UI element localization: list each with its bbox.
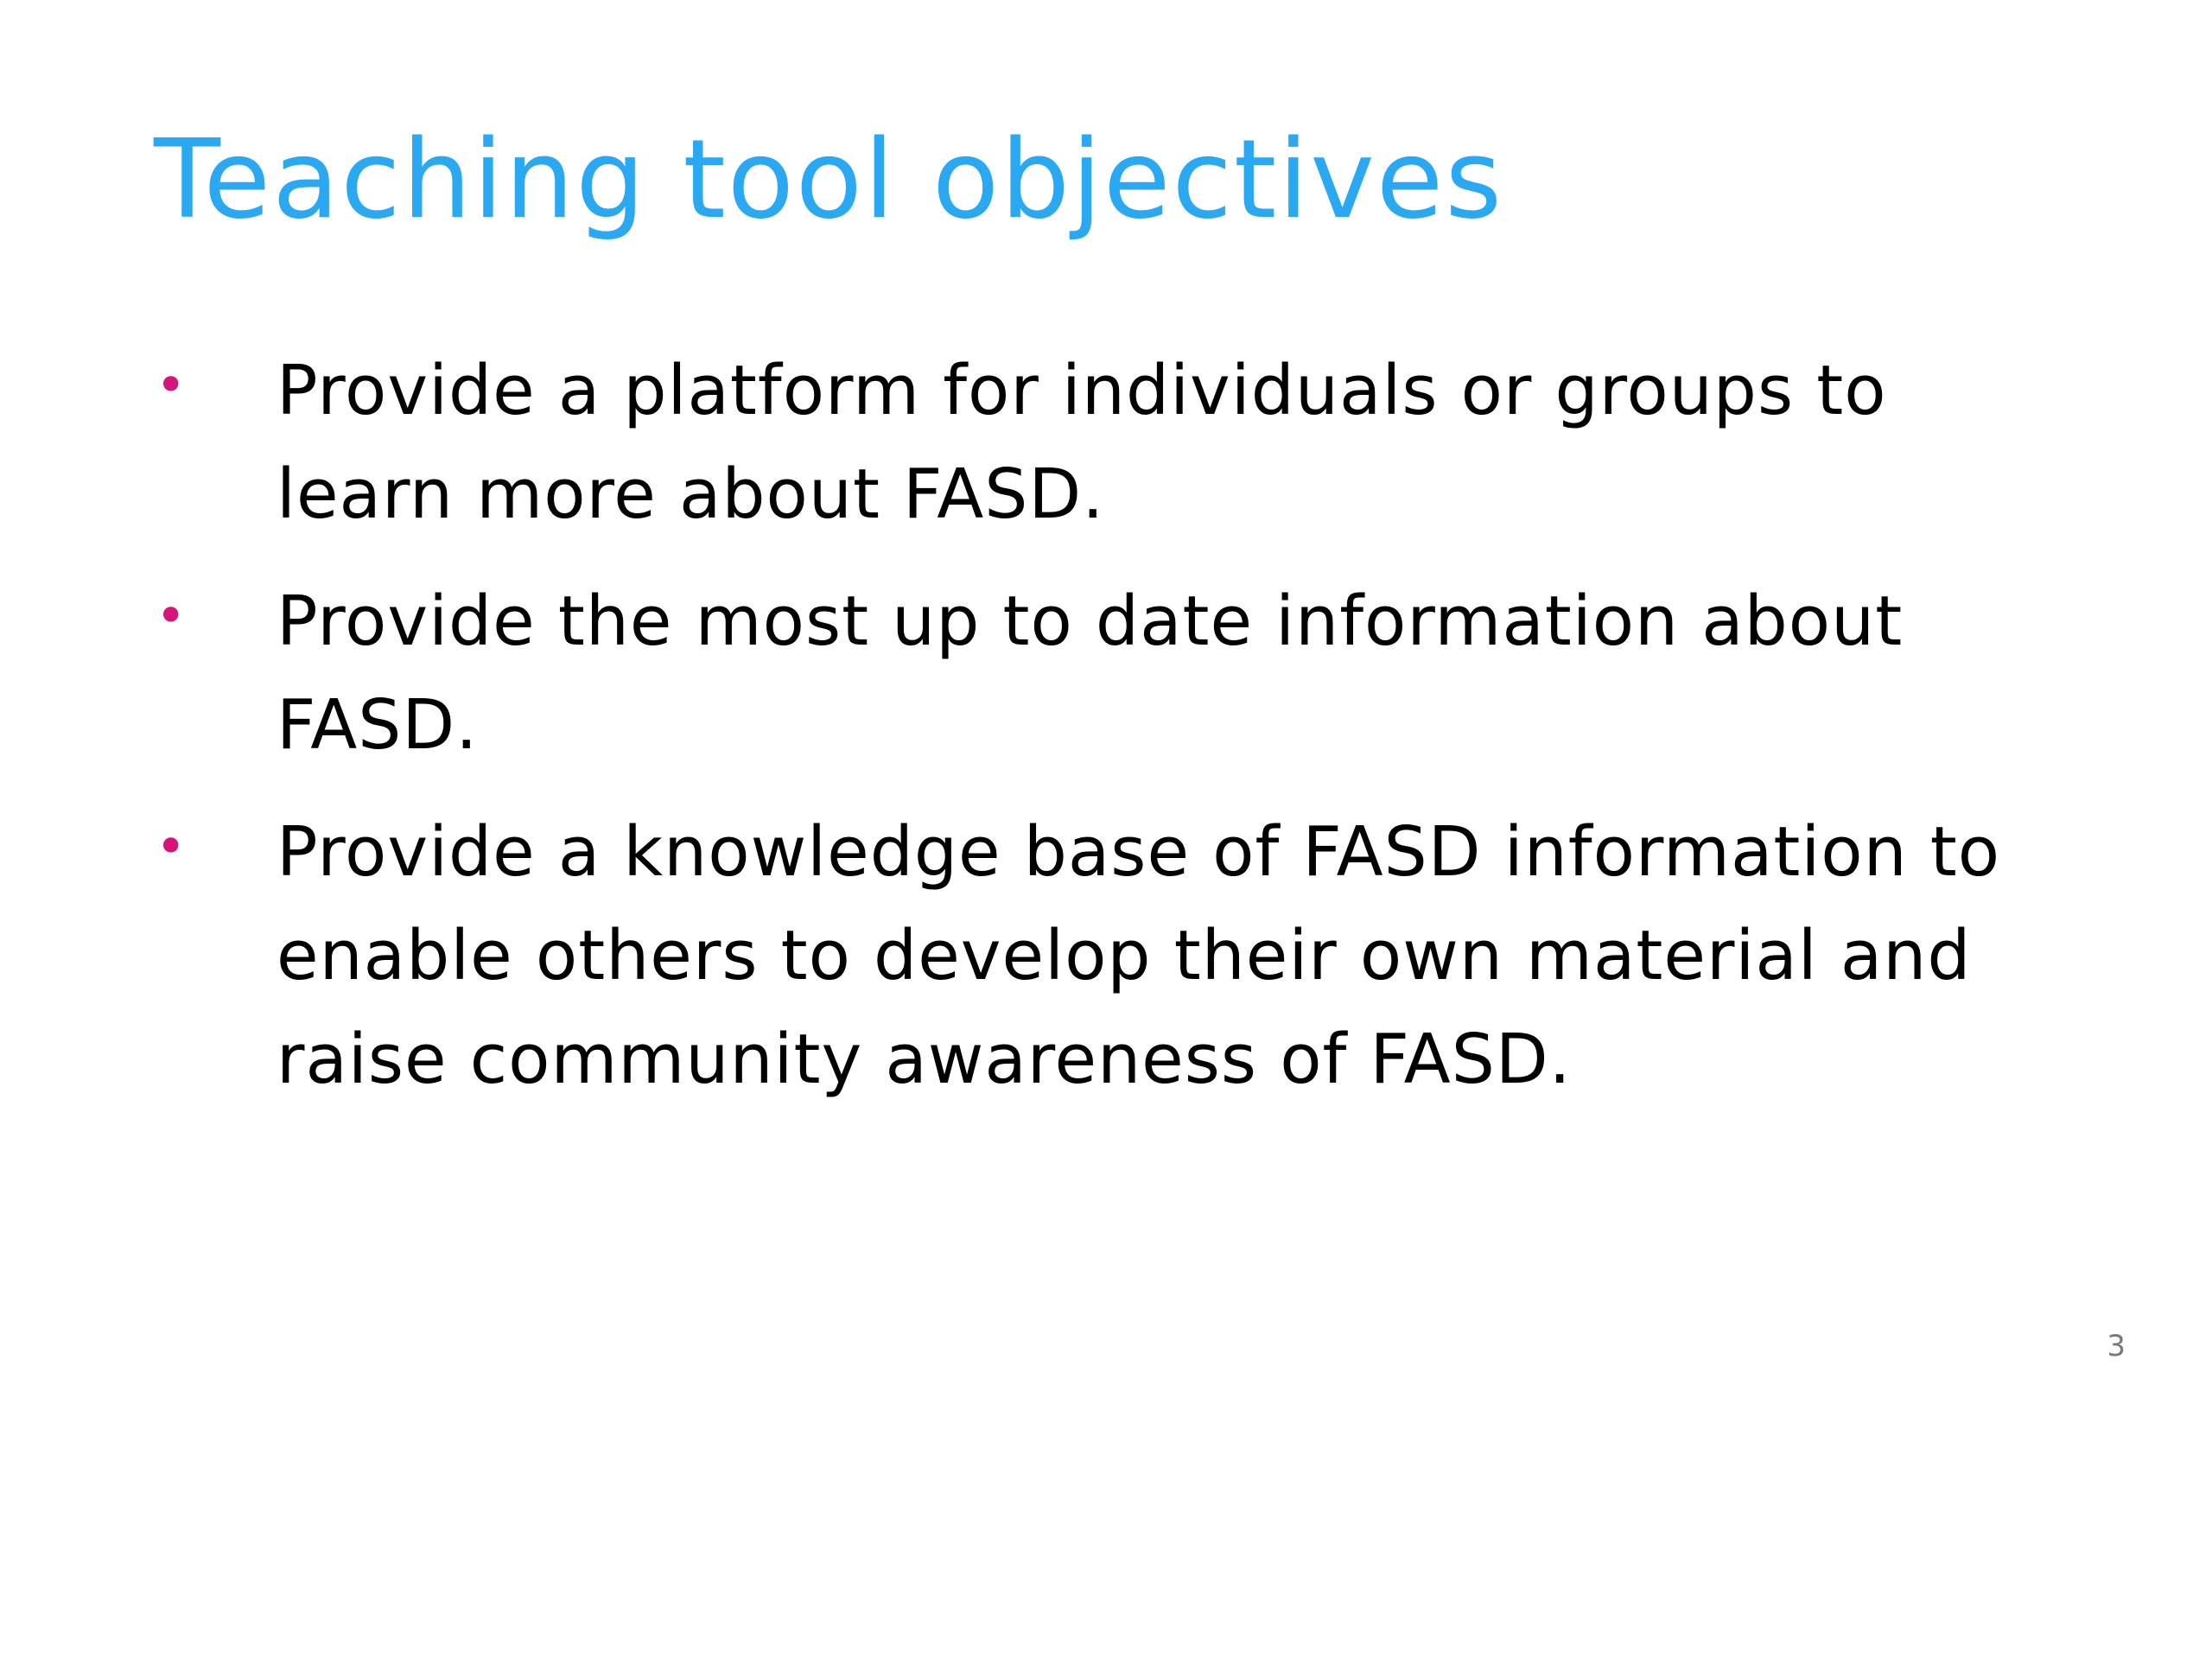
bullet-text: Provide the most up to date information about FASD.: [276, 582, 1904, 765]
bullet-icon: •: [156, 586, 188, 646]
bullet-icon: •: [156, 817, 188, 877]
bullet-item: [154, 339, 2055, 546]
bullet-item: [154, 800, 2055, 1111]
bullet-item: [154, 569, 2055, 777]
bullet-icon: •: [156, 355, 188, 416]
bullet-text: Provide a platform for individuals or groups to learn more about FASD.: [276, 351, 1887, 534]
bullet-list: [154, 339, 2055, 1135]
bullet-text: Provide a knowledge base of FASD information to enable others to develop their own material and raise community awareness of FASD.: [276, 812, 2001, 1099]
page-number: 3: [2107, 1329, 2126, 1363]
slide-title: Teaching tool objectives: [154, 116, 1503, 243]
